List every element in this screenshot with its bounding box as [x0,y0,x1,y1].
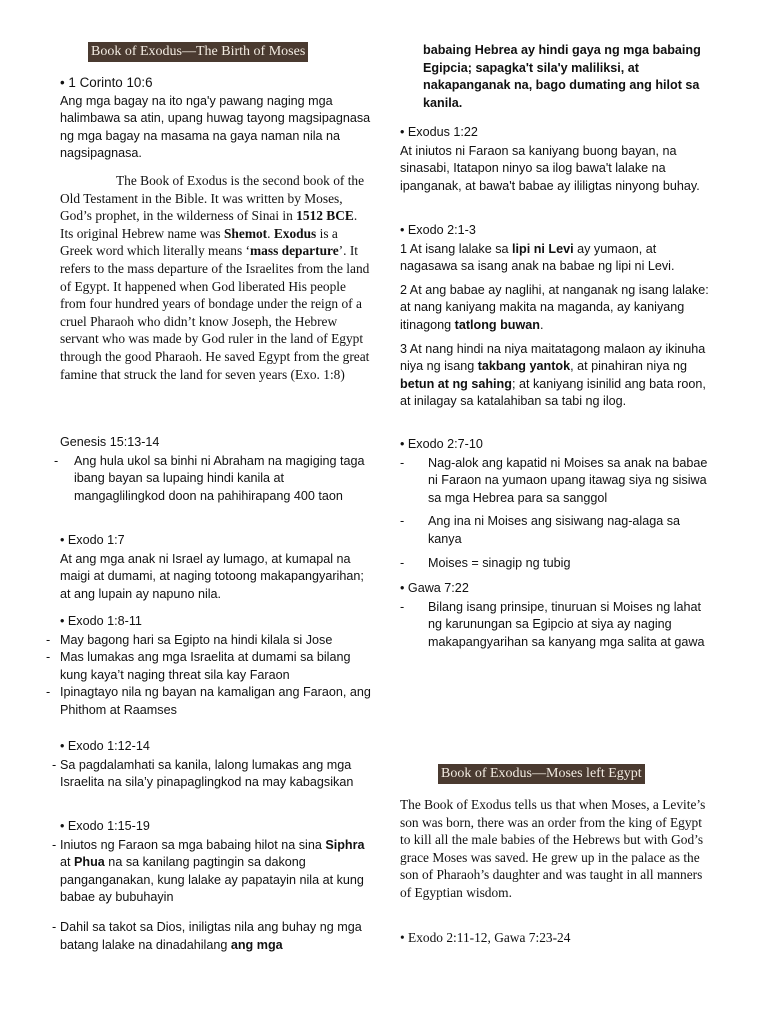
verse-2: 2 At ang babae ay naglihi, at nanganak ng isang lalake: at nang kaniyang makita na maganda, ay kaniyang itinagong tatlong buwan. [400,282,709,332]
verse-ref-exodo-2-11: • Exodo 2:11-12, Gawa 7:23-24 [400,930,571,945]
moses-left-egypt-paragraph: The Book of Exodus tells us that when Moses, a Levite’s son was born, there was an order from the king of Egypt to kill all the male babies of the Hebrews but with God’s grace Moses was saved. He grew up in the palace as the son of Pharaoh’s daughter and was taught in all manners of Egyptian wisdom. [400,797,706,900]
verse-text-1-corinto: Ang mga bagay na ito nga'y pawang naging mga halimbawa sa atin, upang huwag tayong magsipagnasa ng mga bagay na masama na gaya naman nila na nagsipagnasa. [60,93,371,161]
verse-ref-exodus-1-22: • Exodus 1:22 [400,125,478,139]
list-item: - Bilang isang prinsipe, tinuruan si Moises ng lahat ng karunungan sa Egipcio at siya ay naging makapangyarihan sa kanyang mga salita at gawa [400,599,705,649]
verse-ref-exodo-1-15: • Exodo 1:15-19 [60,819,150,833]
verse-1: 1 At isang lalake sa lipi ni Levi ay yumaon, at nagasawa sa isang anak na babae ng lipi ni Levi. [400,241,675,274]
verse-text-exodo-1-7: At ang mga anak ni Israel ay lumago, at kumapal na maigi at dumami, at naging totoong makapangyarihan; at ang lupain ay napuno nila. [60,551,364,601]
continued-bold-text: babaing Hebrea ay hindi gaya ng mga babaing Egipcia; sapagka't sila'y maliliksi, at nakapanganak na, bago dumating ang hilot sa kanila. [423,43,701,110]
verse-ref-1-corinto: • 1 Corinto 10:6 [60,75,153,90]
verse-ref-exodo-1-8: • Exodo 1:8-11 [60,614,142,628]
section-banner-birth-of-moses: Book of Exodus—The Birth of Moses [88,42,308,62]
list-item: - May bagong hari sa Egipto na hindi kilala si Jose [46,632,333,647]
list-item: - Mas lumakas ang mga Israelita at dumami sa bilang kung kaya’t naging threat sila kay Faraon [46,650,351,682]
verse-ref-gawa-7-22: • Gawa 7:22 [400,581,469,595]
verse-ref-exodo-2-1: • Exodo 2:1-3 [400,223,476,237]
list-item: - Iniutos ng Faraon sa mga babaing hilot na sina Siphra at Phua na sa kanilang pagtingin sa dakong panganganakan, kung lalake ay papatayin nila at kung babae ay bubuhayin [52,837,365,905]
intro-paragraph: The Book of Exodus is the second book of the Old Testament in the Bible. It was written by Moses, God’s prophet, in the wilderness of Sinai in 1512 BCE. Its original Hebrew name was Shemot. Exodus is a Greek word which literally means ‘mass departure’. It refers to the mass departure of the Israelites from the land of Egypt. It happened when God liberated His people from four hundred years of bondage under the reign of a cruel Pharaoh who didn’t know Joseph, the Hebrew servant who was made by God ruler in the land of Egypt through the good Pharaoh. He saved Egypt from the great famine that struck the land for seven years (Exo. 1:8) [60,173,370,382]
verse-ref-genesis: Genesis 15:13-14 [60,435,160,449]
verse-text-exodus-1-22: At iniutos ni Faraon sa kaniyang buong bayan, na sinasabi, Itatapon ninyo sa ilog bawa't lalake na ipanganak, at bawa't babae ay ililigtas ninyong buhay. [400,143,700,193]
list-item: - Sa pagdalamhati sa kanila, lalong lumakas ang mga Israelita na sila’y pinapaglingkod na may kabagsikan [52,757,354,790]
list-item: - Dahil sa takot sa Dios, iniligtas nila ang buhay ng mga batang lalake na dinadahilang ang mga [52,919,362,952]
list-item: - Moises = sinagip ng tubig [400,555,571,570]
verse-ref-exodo-2-7: • Exodo 2:7-10 [400,437,483,451]
list-item: - Nag-alok ang kapatid ni Moises sa anak na babae ni Faraon na yumaon upang itawag siya ng sisiwa sa mga Hebrea para sa sanggol [400,455,708,505]
verse-ref-exodo-1-12: • Exodo 1:12-14 [60,739,150,753]
verse-ref-exodo-1-7: • Exodo 1:7 [60,533,125,547]
list-item: - Ang ina ni Moises ang sisiwang nag-alaga sa kanya [400,514,681,546]
list-item: - Ang hula ukol sa binhi ni Abraham na magiging taga ibang bayan sa lupaing hindi kanila at mangaglilingkod doon na pahihirapang 400 taon [54,453,365,503]
verse-3: 3 At nang hindi na niya maitatagong malaon ay ikinuha niya ng isang takbang yantok, at pinahiran niya ng betun at ng sahing; at kaniyang isinilid ang bata roon, at inilagay sa katalahiban sa tabi ng ilog. [400,341,706,409]
list-item: - Ipinagtayo nila ng bayan na kamaligan ang Faraon, ang Phithom at Raamses [46,685,371,717]
section-banner-moses-left-egypt: Book of Exodus—Moses left Egypt [438,764,645,784]
